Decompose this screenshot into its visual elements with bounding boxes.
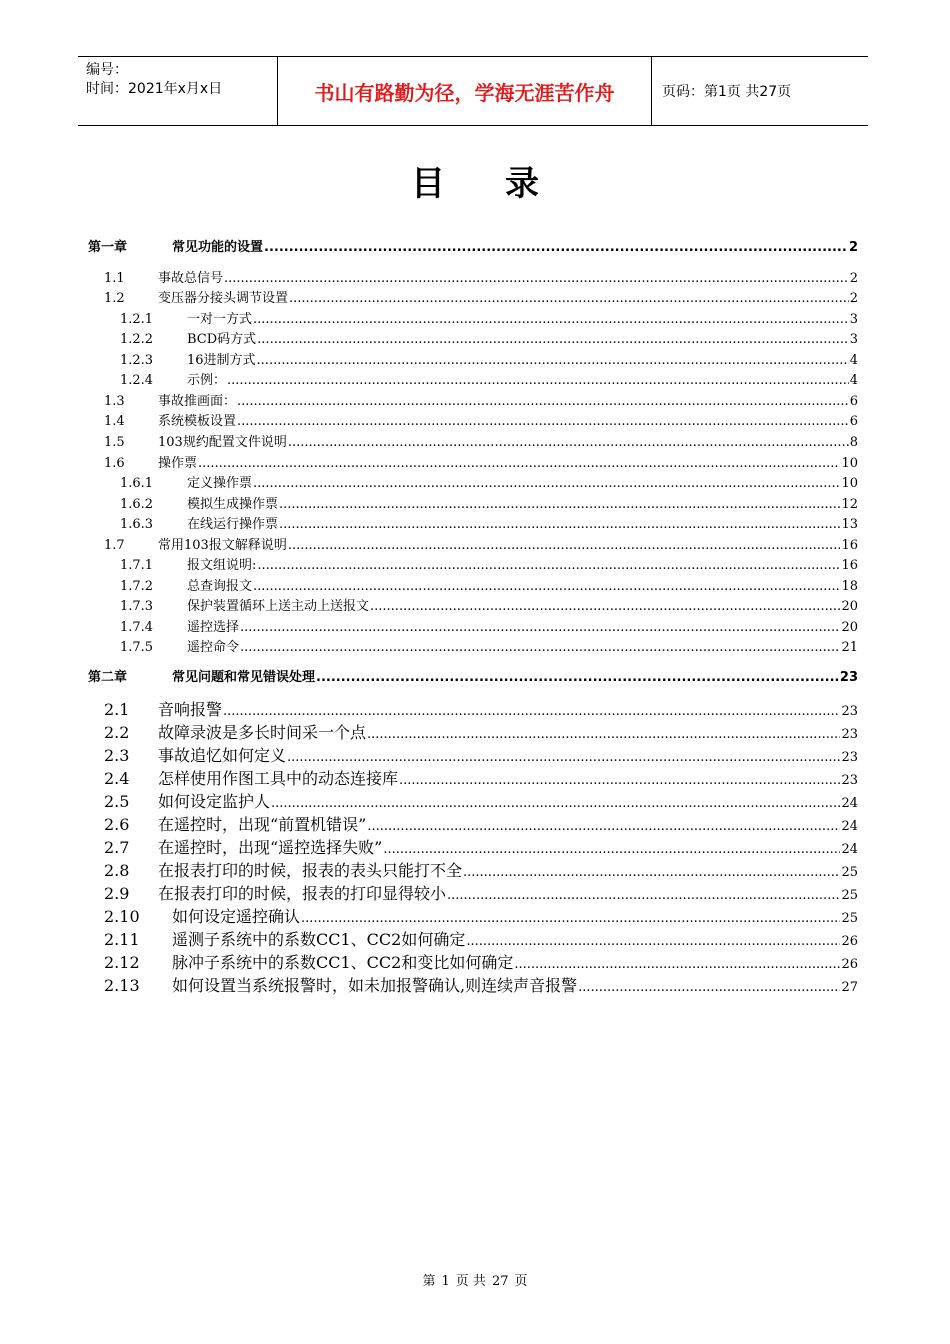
toc-entry-title: 报文组说明:	[187, 558, 257, 573]
toc-entry[interactable]	[104, 927, 858, 949]
toc-entry-number: 第一章	[88, 240, 128, 255]
toc-entry-page: 2	[848, 240, 858, 255]
toc-entry-page: 24	[841, 796, 858, 811]
toc-leader-dots	[240, 620, 840, 635]
toc-entry-number: 1.7.4	[120, 620, 154, 635]
toc-entry-title: 脉冲子系统中的系数CC1、CC2和变比如何确定	[172, 953, 514, 972]
toc-entry-title: 常见功能的设置	[172, 240, 264, 255]
page-title: 目录	[411, 164, 599, 204]
toc-entry-page: 12	[841, 497, 858, 512]
toc-entry-number: 2.4	[104, 769, 130, 788]
toc-entry[interactable]	[104, 789, 858, 811]
toc-entry-number: 1.1	[104, 271, 125, 286]
toc-entry-title: 系统模板设置	[158, 414, 237, 429]
toc-entry-title: 常见问题和常见错误处理	[172, 670, 316, 685]
toc-entry-page: 24	[841, 842, 858, 857]
toc-leader-dots	[383, 842, 840, 857]
toc-entry-title: 变压器分接头调节设置	[158, 291, 289, 306]
toc-entry[interactable]	[120, 308, 858, 326]
toc-entry-title: 遥控命令	[187, 640, 240, 655]
toc-leader-dots	[301, 911, 840, 926]
toc-leader-dots	[271, 796, 840, 811]
header-number: 编号：	[86, 62, 128, 78]
toc-entry[interactable]	[104, 812, 858, 834]
toc-leader-dots	[367, 727, 840, 742]
toc-entry[interactable]	[120, 369, 858, 387]
footer-prefix: 第	[422, 1274, 436, 1289]
toc-leader-dots	[240, 640, 840, 655]
toc-leader-dots	[466, 934, 840, 949]
toc-entry-number: 2.5	[104, 792, 130, 811]
toc-entry-number: 2.10	[104, 907, 140, 926]
toc-entry-page: 23	[841, 704, 858, 719]
toc-entry[interactable]	[104, 410, 858, 428]
header-page: 页码：第1页 共27页	[662, 84, 792, 100]
toc-entry-title: BCD码方式	[187, 332, 257, 347]
footer-total-pages: 27	[491, 1274, 509, 1289]
toc-entry-page: 6	[849, 394, 858, 409]
toc-entry-number: 1.4	[104, 414, 125, 429]
toc-entry-number: 1.2.2	[120, 332, 154, 347]
toc-entry[interactable]	[120, 595, 858, 613]
toc-leader-dots	[223, 704, 840, 719]
toc-entry-page: 25	[841, 865, 858, 880]
toc-entry-number: 2.2	[104, 723, 130, 742]
toc-entry[interactable]	[104, 904, 858, 926]
toc-leader-dots	[463, 865, 840, 880]
toc-entry-number: 1.7	[104, 538, 125, 553]
toc-entry-number: 1.6.3	[120, 517, 154, 532]
toc-entry-page: 16	[841, 538, 858, 553]
toc-leader-dots	[514, 957, 840, 972]
toc-leader-dots	[227, 373, 849, 388]
toc-entry-title: 事故总信号	[158, 271, 224, 286]
toc-entry-title: 示例：	[187, 373, 227, 388]
toc-entry[interactable]	[120, 349, 858, 367]
toc-entry-page: 4	[849, 373, 858, 388]
toc-entry-title: 遥控选择	[187, 620, 240, 635]
toc-leader-dots	[253, 312, 849, 327]
toc-entry-title: 如何设置当系统报警时，如未加报警确认,则连续声音报警	[172, 976, 578, 995]
toc-entry-title: 故障录波是多长时间采一个点	[158, 723, 367, 742]
toc-entry[interactable]	[104, 743, 858, 765]
toc-entry-title: 在遥控时，出现“前置机错误”	[158, 815, 367, 834]
toc-entry-number: 1.6	[104, 456, 125, 471]
toc-entry-title: 16进制方式	[187, 353, 256, 368]
toc-entry-page: 23	[841, 750, 858, 765]
toc-entry-title: 总查询报文	[187, 579, 253, 594]
toc-entry-title: 怎样使用作图工具中的动态连接库	[158, 769, 399, 788]
toc-entry-page: 20	[841, 599, 858, 614]
toc-entry-page: 26	[841, 934, 858, 949]
toc-entry-title: 音响报警	[158, 700, 223, 719]
toc-entry-title: 保护装置循环上送主动上送报文	[187, 599, 370, 614]
toc-leader-dots	[316, 670, 839, 685]
toc-entry[interactable]	[104, 390, 858, 408]
toc-entry[interactable]	[120, 636, 858, 654]
toc-entry[interactable]	[120, 616, 858, 634]
toc-entry-number: 1.7.5	[120, 640, 154, 655]
toc-entry-title: 事故追忆如何定义	[158, 746, 287, 765]
toc-entry-title: 定义操作票	[187, 476, 253, 491]
toc-entry-page: 10	[841, 476, 858, 491]
toc-entry-number: 1.7.1	[120, 558, 154, 573]
toc-leader-dots	[279, 517, 840, 532]
toc-entry[interactable]	[104, 452, 858, 470]
toc-entry-number: 1.6.2	[120, 497, 154, 512]
toc-leader-dots	[578, 980, 840, 995]
toc-entry-title: 一对一方式	[187, 312, 253, 327]
toc-entry[interactable]	[104, 950, 858, 972]
toc-entry-number: 1.2.1	[120, 312, 154, 327]
toc-entry-page: 20	[841, 620, 858, 635]
toc-entry-number: 1.7.2	[120, 579, 154, 594]
toc-leader-dots	[288, 538, 841, 553]
toc-entry[interactable]	[104, 431, 858, 449]
page-header	[78, 56, 868, 126]
toc-entry[interactable]	[104, 287, 858, 305]
toc-entry-title: 在遥控时，出现“遥控选择失败”	[158, 838, 383, 857]
toc-entry-page: 23	[841, 773, 858, 788]
toc-entry-title: 在报表打印的时候，报表的打印显得较小	[158, 884, 447, 903]
toc-entry-title: 103规约配置文件说明	[158, 435, 287, 450]
toc-entry-page: 26	[841, 957, 858, 972]
toc-entry-page: 13	[841, 517, 858, 532]
toc-entry-number: 1.2	[104, 291, 125, 306]
toc-leader-dots	[288, 435, 849, 450]
toc-entry-page: 3	[849, 312, 858, 327]
toc-leader-dots	[224, 271, 849, 286]
toc-entry-number: 2.1	[104, 700, 130, 719]
header-info	[78, 57, 278, 125]
toc-entry-page: 2	[849, 291, 858, 306]
toc-entry-number: 第二章	[88, 670, 128, 685]
toc-entry-page: 24	[841, 819, 858, 834]
toc-leader-dots	[257, 353, 849, 368]
toc-leader-dots	[198, 456, 840, 471]
toc-entry-number: 2.13	[104, 976, 140, 995]
toc-entry-page: 8	[849, 435, 858, 450]
toc-leader-dots	[264, 240, 848, 255]
header-motto: 书山有路勤为径，学海无涯苦作舟	[278, 57, 652, 125]
toc-leader-dots	[237, 414, 849, 429]
toc-entry-title: 在线运行操作票	[187, 517, 279, 532]
toc-entry[interactable]	[88, 236, 858, 254]
toc-leader-dots	[399, 773, 840, 788]
toc-leader-dots	[289, 291, 849, 306]
toc-entry-number: 2.11	[104, 930, 140, 949]
page-footer	[0, 1270, 950, 1289]
toc-entry-number: 1.6.1	[120, 476, 154, 491]
toc-entry[interactable]	[120, 328, 858, 346]
toc-entry-title: 操作票	[158, 456, 198, 471]
toc-entry-page: 6	[849, 414, 858, 429]
footer-suffix: 页	[514, 1274, 528, 1289]
toc-entry-page: 2	[849, 271, 858, 286]
toc-entry[interactable]	[104, 534, 858, 552]
toc-entry-page: 10	[841, 456, 858, 471]
toc-entry-number: 1.7.3	[120, 599, 154, 614]
toc-entry-title: 如何设定监护人	[158, 792, 271, 811]
toc-leader-dots	[257, 558, 840, 573]
toc-entry-number: 2.7	[104, 838, 130, 857]
toc-leader-dots	[370, 599, 840, 614]
toc-leader-dots	[447, 888, 840, 903]
header-date: 时间：2021年x月x日	[86, 81, 223, 97]
toc-leader-dots	[253, 476, 840, 491]
toc-entry-page: 23	[841, 727, 858, 742]
toc-leader-dots	[237, 394, 849, 409]
toc-entry-page: 25	[841, 911, 858, 926]
toc-entry-title: 遥测子系统中的系数CC1、CC2如何确定	[172, 930, 466, 949]
toc-entry-number: 1.3	[104, 394, 125, 409]
toc-entry-page: 3	[849, 332, 858, 347]
toc-entry-number: 2.9	[104, 884, 130, 903]
toc-entry-number: 2.3	[104, 746, 130, 765]
toc-entry[interactable]	[88, 666, 858, 684]
toc-entry[interactable]	[120, 513, 858, 531]
footer-current-page: 1	[441, 1274, 450, 1289]
toc-entry-number: 1.2.4	[120, 373, 154, 388]
toc-entry-title: 事故推画面：	[158, 394, 237, 409]
toc-entry[interactable]	[104, 973, 858, 995]
toc-entry[interactable]	[120, 493, 858, 511]
toc-entry-page: 4	[849, 353, 858, 368]
toc-leader-dots	[287, 750, 840, 765]
toc-entry-title: 在报表打印的时候，报表的表头只能打不全	[158, 861, 463, 880]
toc-entry-page: 23	[839, 670, 858, 685]
toc-entry-number: 2.8	[104, 861, 130, 880]
toc-entry-number: 1.5	[104, 435, 125, 450]
toc-leader-dots	[253, 579, 840, 594]
toc-entry[interactable]	[104, 881, 858, 903]
toc-entry-page: 25	[841, 888, 858, 903]
toc-leader-dots	[279, 497, 840, 512]
toc-entry-page: 16	[841, 558, 858, 573]
toc-entry-title: 如何设定遥控确认	[172, 907, 301, 926]
toc-entry-number: 2.6	[104, 815, 130, 834]
toc-entry[interactable]	[104, 697, 858, 719]
toc-entry-title: 常用103报文解释说明	[158, 538, 287, 553]
toc-entry-number: 1.2.3	[120, 353, 154, 368]
toc-entry[interactable]	[104, 766, 858, 788]
toc-entry[interactable]	[104, 835, 858, 857]
footer-mid: 页 共	[455, 1274, 486, 1289]
toc-entry-page: 21	[841, 640, 858, 655]
toc-entry[interactable]	[104, 267, 858, 285]
toc-entry[interactable]	[120, 472, 858, 490]
toc-entry-title: 模拟生成操作票	[187, 497, 279, 512]
toc-entry-number: 2.12	[104, 953, 140, 972]
toc-entry[interactable]	[120, 575, 858, 593]
toc-entry[interactable]	[120, 554, 858, 572]
toc-entry-page: 18	[841, 579, 858, 594]
toc-entry-page: 27	[841, 980, 858, 995]
toc-leader-dots	[367, 819, 840, 834]
toc-entry[interactable]	[104, 858, 858, 880]
toc-leader-dots	[257, 332, 849, 347]
toc-entry[interactable]	[104, 720, 858, 742]
